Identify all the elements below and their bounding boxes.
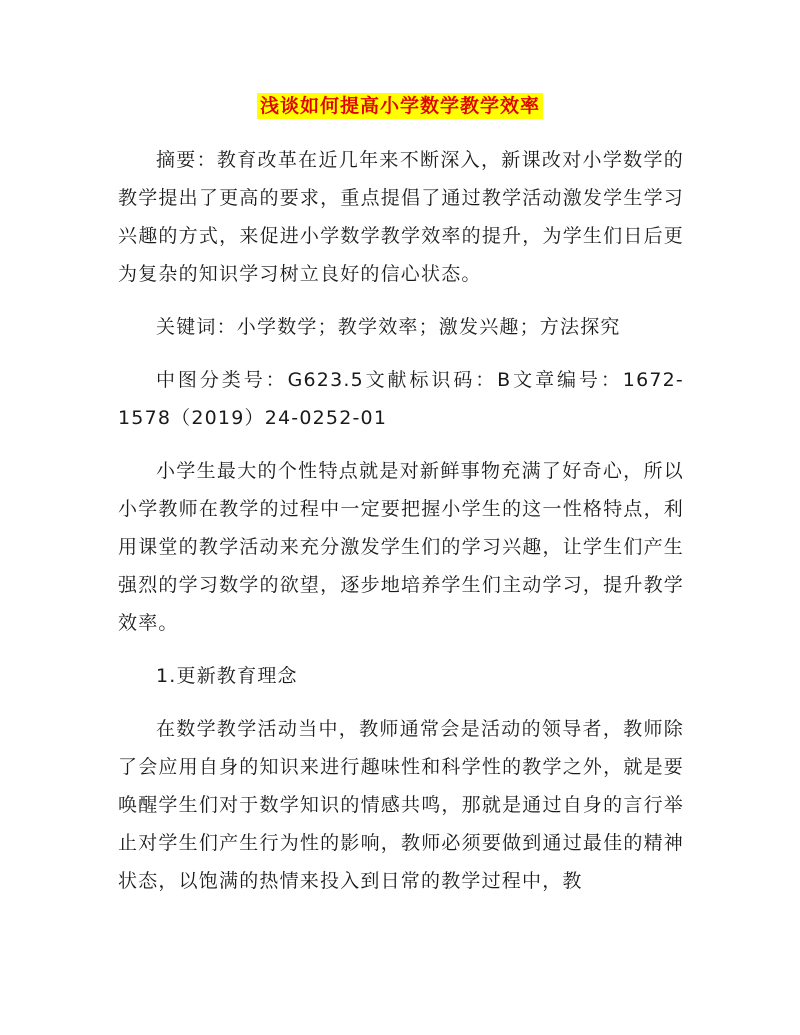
abstract-paragraph: 摘要：教育改革在近几年来不断深入，新课改对小学数学的教学提出了更高的要求，重点提倡了通过教学活动激发学生学习兴趣的方式，来促进小学数学教学效率的提升，为学生们日后更为复杂的知识学习树立良好的信心状态。	[118, 149, 684, 285]
classification-paragraph: 中图分类号：G623.5文献标识码：B文章编号：1672-1578（2019）24-0252-01	[118, 369, 684, 429]
keywords-paragraph: 关键词：小学数学；教学效率；激发兴趣；方法探究	[156, 316, 621, 338]
title-wrap	[0, 93, 800, 119]
section-paragraph: 在数学教学活动当中，教师通常会是活动的领导者，教师除了会应用自身的知识来进行趣味性和科学性的教学之外，就是要唤醒学生们对于数学知识的情感共鸣，那就是通过自身的言行举止对学生们产生行为性的影响，教师必须要做到通过最佳的精神状态，以饱满的热情来投入到日常的教学过程中，教	[118, 718, 684, 892]
section-heading: 1.更新教育理念	[156, 665, 298, 687]
intro-paragraph: 小学生最大的个性特点就是对新鲜事物充满了好奇心，所以小学教师在教学的过程中一定要把握小学生的这一性格特点，利用课堂的教学活动来充分激发学生们的学习兴趣，让学生们产生强烈的学习数学的欲望，逐步地培养学生们主动学习，提升教学效率。	[118, 460, 684, 634]
page-title: 浅谈如何提高小学数学教学效率	[257, 93, 543, 119]
document-body	[118, 141, 684, 900]
